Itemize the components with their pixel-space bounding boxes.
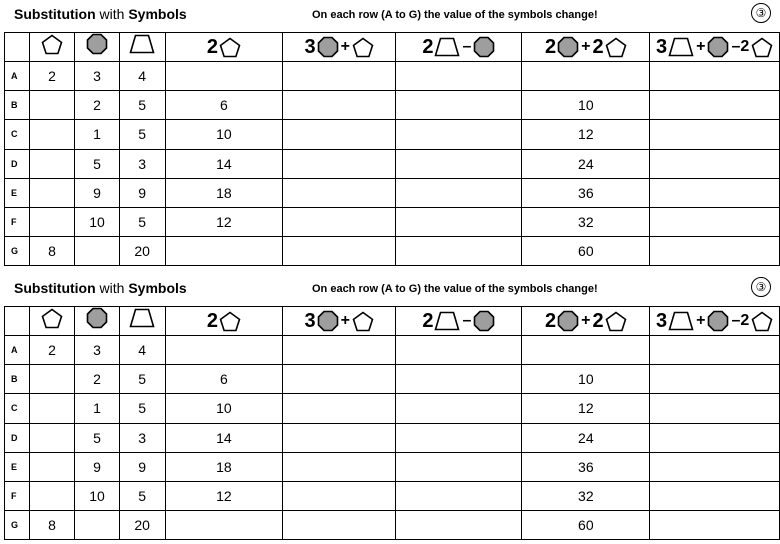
header-expr-2oct-plus-2pent: 2 + 2 xyxy=(522,307,650,336)
cell-c4: 10 xyxy=(165,120,283,149)
cell-octagon: 10 xyxy=(75,207,120,236)
cell-c6 xyxy=(396,423,522,452)
table-row xyxy=(5,237,780,266)
cell-trapezium: 20 xyxy=(119,511,165,540)
pentagon-icon xyxy=(352,37,374,58)
cell-c6 xyxy=(396,365,522,394)
table-row xyxy=(5,149,780,178)
worksheet-title xyxy=(14,6,187,22)
title-word-substitution: Substitution xyxy=(14,280,96,296)
cell-c7: 12 xyxy=(522,120,650,149)
title-word-with: with xyxy=(99,280,125,296)
row-label: F xyxy=(5,207,30,236)
cell-octagon: 3 xyxy=(75,62,120,91)
header-trapezium xyxy=(119,33,165,62)
header-octagon xyxy=(75,33,120,62)
octagon-icon xyxy=(707,36,729,58)
pentagon-icon xyxy=(41,34,63,55)
cell-c5 xyxy=(283,237,396,266)
trapezium-icon xyxy=(129,34,155,54)
cell-c4: 18 xyxy=(165,178,283,207)
trapezium-icon xyxy=(668,37,694,57)
cell-pentagon xyxy=(29,91,74,120)
table-row xyxy=(5,91,780,120)
octagon-icon xyxy=(557,36,579,58)
cell-trapezium: 5 xyxy=(119,481,165,510)
cell-c7: 10 xyxy=(522,365,650,394)
cell-c8 xyxy=(650,91,780,120)
cell-c8 xyxy=(650,394,780,423)
table-row xyxy=(5,62,780,91)
octagon-icon xyxy=(317,310,339,332)
cell-c5 xyxy=(283,62,396,91)
table-row xyxy=(5,423,780,452)
header-pentagon xyxy=(29,307,74,336)
instruction-text: On each row (A to G) the value of the symbols change! xyxy=(312,283,598,295)
cell-c5 xyxy=(283,394,396,423)
cell-octagon: 3 xyxy=(75,336,120,365)
header-corner xyxy=(5,33,30,62)
table-row xyxy=(5,394,780,423)
cell-trapezium: 4 xyxy=(119,62,165,91)
cell-c8 xyxy=(650,365,780,394)
cell-c8 xyxy=(650,452,780,481)
cell-c7: 32 xyxy=(522,481,650,510)
cell-c6 xyxy=(396,336,522,365)
header-expr-3oct-plus-pent: 3 + xyxy=(283,33,396,62)
table-row xyxy=(5,178,780,207)
cell-c8 xyxy=(650,336,780,365)
cell-c8 xyxy=(650,120,780,149)
cell-c4 xyxy=(165,336,283,365)
octagon-icon xyxy=(86,307,108,329)
trapezium-icon xyxy=(668,311,694,331)
header-expr-3trap-plus-oct-minus-2pent: 3 + –2 xyxy=(650,307,780,336)
cell-octagon: 2 xyxy=(75,91,120,120)
header-expr-3oct-plus-pent: 3 + xyxy=(283,307,396,336)
table-row xyxy=(5,452,780,481)
cell-octagon: 5 xyxy=(75,423,120,452)
row-label: F xyxy=(5,481,30,510)
row-label: B xyxy=(5,91,30,120)
table-row xyxy=(5,120,780,149)
cell-c7: 60 xyxy=(522,511,650,540)
cell-c4: 12 xyxy=(165,481,283,510)
pentagon-icon xyxy=(41,308,63,329)
header-expr-2pent: 2 xyxy=(165,307,283,336)
trapezium-icon xyxy=(434,37,460,57)
octagon-icon xyxy=(557,310,579,332)
cell-c5 xyxy=(283,178,396,207)
cell-c6 xyxy=(396,394,522,423)
cell-c6 xyxy=(396,237,522,266)
cell-trapezium: 4 xyxy=(119,336,165,365)
cell-c4: 18 xyxy=(165,452,283,481)
cell-pentagon xyxy=(29,394,74,423)
cell-trapezium: 5 xyxy=(119,207,165,236)
cell-pentagon xyxy=(29,149,74,178)
header-trapezium xyxy=(119,307,165,336)
cell-octagon: 9 xyxy=(75,452,120,481)
cell-c6 xyxy=(396,91,522,120)
cell-c7 xyxy=(522,62,650,91)
octagon-icon xyxy=(473,36,495,58)
cell-c7: 12 xyxy=(522,394,650,423)
cell-c5 xyxy=(283,365,396,394)
cell-c4 xyxy=(165,62,283,91)
pentagon-icon xyxy=(605,37,627,58)
cell-trapezium: 3 xyxy=(119,149,165,178)
cell-c5 xyxy=(283,149,396,178)
cell-octagon: 1 xyxy=(75,120,120,149)
pentagon-icon xyxy=(751,37,773,58)
table-row xyxy=(5,365,780,394)
table-row xyxy=(5,336,780,365)
row-label: D xyxy=(5,149,30,178)
cell-c6 xyxy=(396,452,522,481)
octagon-icon xyxy=(473,310,495,332)
title-word-symbols: Symbols xyxy=(128,6,187,22)
pentagon-icon xyxy=(219,311,241,332)
cell-c6 xyxy=(396,178,522,207)
cell-pentagon: 8 xyxy=(29,511,74,540)
cell-c4: 10 xyxy=(165,394,283,423)
cell-c4: 12 xyxy=(165,207,283,236)
cell-trapezium: 3 xyxy=(119,423,165,452)
cell-c7: 10 xyxy=(522,91,650,120)
cell-c5 xyxy=(283,207,396,236)
row-label: A xyxy=(5,336,30,365)
cell-c8 xyxy=(650,511,780,540)
cell-c4: 14 xyxy=(165,149,283,178)
cell-trapezium: 20 xyxy=(119,237,165,266)
row-label: C xyxy=(5,120,30,149)
cell-pentagon xyxy=(29,178,74,207)
header-expr-2pent: 2 xyxy=(165,33,283,62)
row-label: E xyxy=(5,452,30,481)
cell-c8 xyxy=(650,423,780,452)
cell-c6 xyxy=(396,481,522,510)
octagon-icon xyxy=(86,33,108,55)
cell-c4 xyxy=(165,237,283,266)
header-pentagon xyxy=(29,33,74,62)
cell-octagon xyxy=(75,237,120,266)
cell-c7: 24 xyxy=(522,149,650,178)
cell-c6 xyxy=(396,511,522,540)
cell-trapezium: 9 xyxy=(119,178,165,207)
cell-c8 xyxy=(650,207,780,236)
header-row xyxy=(5,33,780,62)
header-expr-2trap-minus-oct: 2 – xyxy=(396,307,522,336)
cell-c6 xyxy=(396,62,522,91)
cell-octagon: 9 xyxy=(75,178,120,207)
header-corner xyxy=(5,307,30,336)
substitution-table xyxy=(4,32,780,266)
table-row xyxy=(5,207,780,236)
cell-c8 xyxy=(650,149,780,178)
cell-c5 xyxy=(283,511,396,540)
cell-c7 xyxy=(522,336,650,365)
cell-c4: 6 xyxy=(165,365,283,394)
cell-c5 xyxy=(283,336,396,365)
cell-c4 xyxy=(165,511,283,540)
cell-pentagon xyxy=(29,365,74,394)
cell-octagon: 10 xyxy=(75,481,120,510)
cell-pentagon: 2 xyxy=(29,62,74,91)
cell-c4: 6 xyxy=(165,91,283,120)
cell-c8 xyxy=(650,237,780,266)
cell-octagon: 1 xyxy=(75,394,120,423)
cell-c5 xyxy=(283,452,396,481)
cell-c5 xyxy=(283,481,396,510)
cell-trapezium: 5 xyxy=(119,394,165,423)
cell-c5 xyxy=(283,91,396,120)
cell-pentagon xyxy=(29,120,74,149)
trapezium-icon xyxy=(129,308,155,328)
worksheet-title xyxy=(14,280,187,296)
cell-c7: 36 xyxy=(522,178,650,207)
pentagon-icon xyxy=(219,37,241,58)
table-row xyxy=(5,481,780,510)
title-word-symbols: Symbols xyxy=(128,280,187,296)
header-expr-2trap-minus-oct: 2 – xyxy=(396,33,522,62)
cell-c4: 14 xyxy=(165,423,283,452)
cell-octagon: 2 xyxy=(75,365,120,394)
cell-c7: 24 xyxy=(522,423,650,452)
row-label: C xyxy=(5,394,30,423)
cell-c8 xyxy=(650,481,780,510)
cell-pentagon: 2 xyxy=(29,336,74,365)
cell-trapezium: 5 xyxy=(119,91,165,120)
pentagon-icon xyxy=(352,311,374,332)
octagon-icon xyxy=(707,310,729,332)
cell-pentagon xyxy=(29,423,74,452)
header-row xyxy=(5,307,780,336)
cell-trapezium: 5 xyxy=(119,365,165,394)
header-expr-2oct-plus-2pent: 2 + 2 xyxy=(522,33,650,62)
cell-c7: 32 xyxy=(522,207,650,236)
cell-c5 xyxy=(283,120,396,149)
cell-c6 xyxy=(396,207,522,236)
worksheet-top xyxy=(0,0,780,270)
worksheet-bottom xyxy=(0,274,780,544)
row-label: G xyxy=(5,237,30,266)
cell-c8 xyxy=(650,62,780,91)
octagon-icon xyxy=(317,36,339,58)
cell-pentagon: 8 xyxy=(29,237,74,266)
header-expr-3trap-plus-oct-minus-2pent: 3 + –2 xyxy=(650,33,780,62)
cell-c8 xyxy=(650,178,780,207)
row-label: B xyxy=(5,365,30,394)
sheet-number: ③ xyxy=(751,277,771,297)
row-label: D xyxy=(5,423,30,452)
cell-c6 xyxy=(396,149,522,178)
instruction-text: On each row (A to G) the value of the symbols change! xyxy=(312,9,598,21)
cell-c6 xyxy=(396,120,522,149)
cell-pentagon xyxy=(29,452,74,481)
header-octagon xyxy=(75,307,120,336)
pentagon-icon xyxy=(605,311,627,332)
trapezium-icon xyxy=(434,311,460,331)
cell-pentagon xyxy=(29,207,74,236)
cell-trapezium: 5 xyxy=(119,120,165,149)
cell-c5 xyxy=(283,423,396,452)
cell-trapezium: 9 xyxy=(119,452,165,481)
row-label: G xyxy=(5,511,30,540)
pentagon-icon xyxy=(751,311,773,332)
title-word-with: with xyxy=(99,6,125,22)
row-label: A xyxy=(5,62,30,91)
title-word-substitution: Substitution xyxy=(14,6,96,22)
cell-octagon xyxy=(75,511,120,540)
row-label: E xyxy=(5,178,30,207)
cell-c7: 36 xyxy=(522,452,650,481)
substitution-table xyxy=(4,306,780,540)
table-row xyxy=(5,511,780,540)
cell-pentagon xyxy=(29,481,74,510)
sheet-number: ③ xyxy=(751,3,771,23)
cell-octagon: 5 xyxy=(75,149,120,178)
cell-c7: 60 xyxy=(522,237,650,266)
